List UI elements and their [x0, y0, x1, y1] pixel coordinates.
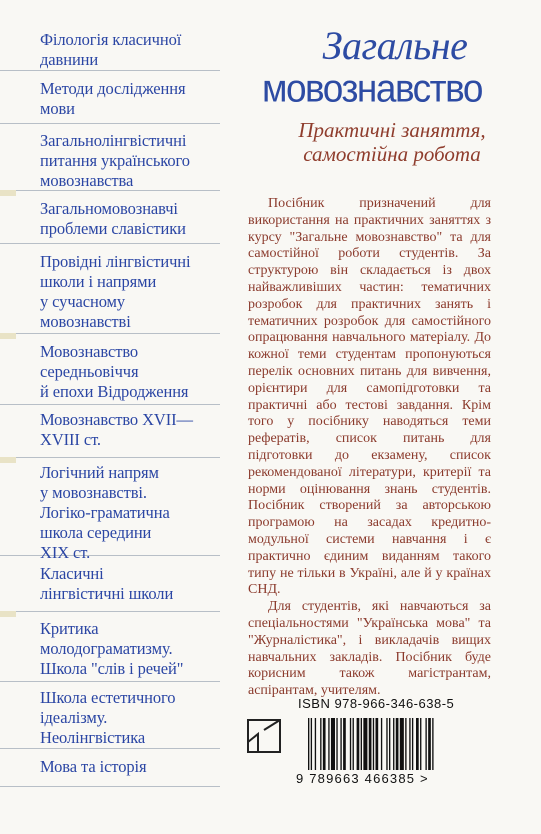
topic-item	[0, 681, 220, 749]
decorative-stripe	[0, 190, 16, 196]
topic-text: Мовознавство середньовіччя й епохи Відродження	[40, 342, 189, 401]
topic-text: Мова та історія	[40, 757, 147, 776]
title-line-2: мовознавство	[262, 66, 482, 110]
topic-item	[0, 24, 220, 71]
barcode-icon	[308, 718, 480, 770]
description-paragraph: Посібник призначений для використання на практичних заняттях з курсу "Загальне мовознавство" та для самостійної роботи студентів. За структурою він складається із двох найважливіших частин: тематичних розробок для практичних занять і тематичних розробок для самостійного опрацювання навчального матеріалу. До кожної теми студентам пропонуються перелік основних питань для вивчення, орієнтири для самопідготовки та практичні або тестові завдання. Крім того у посібнику наводяться теми рефератів, список питань для підготовки до екзамену, список рекомендованої літератури, критерії та норми оцінювання знань студентів. Посібник створений за авторською програмою на засадах кредитно-модульної системи навчання і є практично єдиним виданням такого типу не тільки в Україні, але й у країнах СНД.	[248, 196, 491, 598]
topic-text: Філологія класичної давнини	[40, 30, 182, 69]
topic-text: Логічний напрям у мовознавстві. Логіко-граматична школа середини XIX ст.	[40, 463, 170, 562]
title-line-1: Загальне	[322, 23, 468, 68]
decorative-stripe	[0, 611, 16, 617]
barcode-digits: 9 789663 466385 >	[296, 771, 429, 786]
topic-item	[0, 190, 220, 244]
topic-item	[0, 333, 220, 405]
topic-item	[0, 123, 220, 191]
topic-text: Загальномовознавчі проблеми славістики	[40, 199, 186, 238]
subtitle: Практичні заняття, самостійна робота	[298, 118, 486, 166]
decorative-stripe	[0, 333, 16, 339]
topic-item	[0, 457, 220, 562]
topics-sidebar	[0, 0, 232, 834]
topic-item	[0, 611, 220, 682]
topic-text: Загальнолінгвістичні питання українського мовознавства	[40, 131, 190, 190]
topic-item	[0, 404, 220, 458]
description-paragraph: Для студентів, які навчаються за спеціальностями "Українська мова" та "Журналістика", і викладачів вищих навчальних закладів. Посібник буде корисним також магістрантам, аспірантам, учителям.	[248, 599, 491, 699]
barcode	[296, 716, 488, 788]
isbn-label: ISBN 978-966-346-638-5	[298, 696, 455, 711]
topic-item	[0, 555, 220, 612]
topic-item	[0, 70, 220, 124]
topic-item	[0, 748, 220, 787]
topic-text: Критика молодограматизму. Школа "слів і речей"	[40, 619, 184, 678]
book-description	[248, 196, 491, 700]
topic-text: Провідні лінгвістичні школи і напрями у сучасному мовознавстві	[40, 252, 191, 331]
topic-text: Класичні лінгвістичні школи	[40, 564, 174, 603]
topic-text: Мовознавство XVII— XVIII ст.	[40, 410, 193, 449]
topic-text: Школа естетичного ідеалізму. Неолінгвістика	[40, 688, 176, 747]
decorative-stripe	[0, 457, 16, 463]
topic-item	[0, 243, 220, 334]
publisher-logo-icon	[244, 716, 284, 756]
topic-text: Методи дослідження мови	[40, 79, 186, 118]
